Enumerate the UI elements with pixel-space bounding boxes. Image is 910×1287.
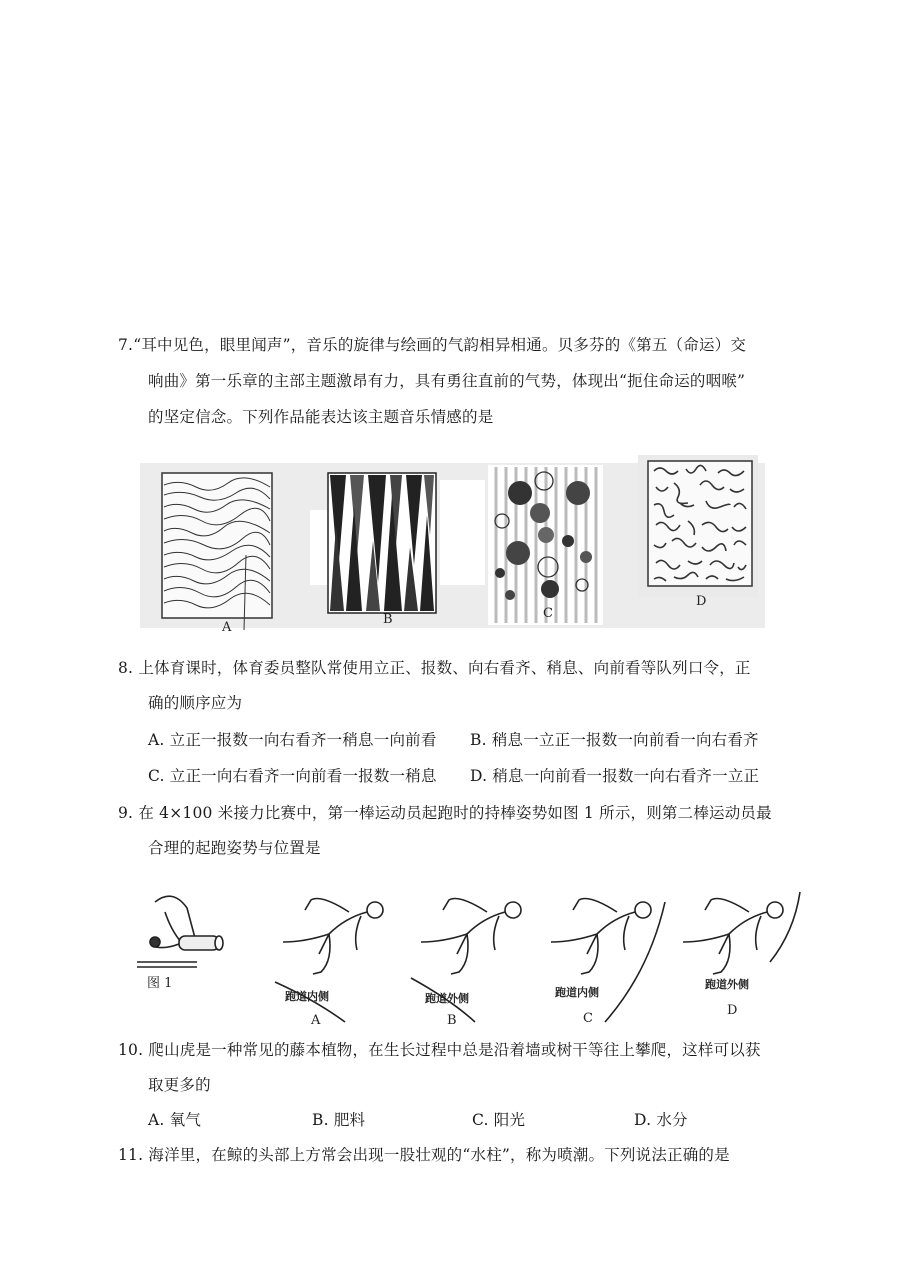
q7-label-c: C bbox=[543, 606, 553, 621]
q7-figure bbox=[140, 455, 765, 635]
q9-option-d-image bbox=[683, 892, 800, 974]
q9-label-b: B bbox=[447, 1013, 457, 1028]
q8-option-d: D. 稍息一向前看一报数一向右看齐一立正 bbox=[470, 767, 760, 785]
q10-option-a: A. 氧气 bbox=[148, 1111, 202, 1129]
q10-option-d: D. 水分 bbox=[634, 1111, 688, 1129]
q10-option-b: B. 肥料 bbox=[312, 1111, 366, 1129]
q7-option-d-image bbox=[638, 455, 758, 597]
q7-label-a: A bbox=[222, 620, 232, 635]
q7-label-d: D bbox=[696, 594, 707, 609]
q10-line-2: 取更多的 bbox=[148, 1076, 211, 1094]
q7-option-a-image bbox=[162, 473, 272, 630]
q7-label-b: B bbox=[383, 612, 393, 627]
q7-line-1: 7.“耳中见色，眼里闻声”，音乐的旋律与绘画的气韵相异相通。贝多芬的《第五（命运）交 bbox=[118, 336, 747, 354]
q9-label-a: A bbox=[311, 1013, 321, 1028]
q9-option-a-image bbox=[275, 899, 383, 1023]
q9-caption-c: 跑道内侧 bbox=[555, 986, 599, 999]
q10-line-1: 10. 爬山虎是一种常见的藤本植物，在生长过程中总是沿着墙或树干等往上攀爬，这样可以获 bbox=[118, 1041, 761, 1059]
q8-line-2: 确的顺序应为 bbox=[148, 694, 243, 712]
q9-label-c: C bbox=[583, 1011, 593, 1026]
q7-line-2: 响曲》第一乐章的主部主题激昂有力，具有勇往直前的气势，体现出“扼住命运的咽喉” bbox=[148, 372, 746, 390]
q8-option-c: C. 立正一向右看齐一向前看一报数一稍息 bbox=[148, 767, 437, 785]
q9-line-1: 9. 在 4×100 米接力比赛中，第一棒运动员起跑时的持棒姿势如图 1 所示，则第二棒运动员最 bbox=[118, 804, 772, 822]
q9-caption-d: 跑道外侧 bbox=[705, 978, 749, 991]
q11-line-1: 11. 海洋里，在鲸的头部上方常会出现一股壮观的“水柱”，称为喷潮。下列说法正确的是 bbox=[118, 1146, 730, 1164]
q9-caption-b: 跑道外侧 bbox=[425, 992, 469, 1005]
q8-line-1: 8. 上体育课时，体育委员整队常使用立正、报数、向右看齐、稍息、向前看等队列口令，正 bbox=[118, 659, 751, 677]
q9-figure-1-label: 图 1 bbox=[147, 976, 173, 991]
q8-option-a: A. 立正一报数一向右看齐一稍息一向前看 bbox=[148, 731, 437, 749]
q9-line-2: 合理的起跑姿势与位置是 bbox=[148, 839, 321, 857]
q10-option-c: C. 阳光 bbox=[472, 1111, 526, 1129]
q9-caption-a: 跑道内侧 bbox=[285, 990, 329, 1003]
q9-label-d: D bbox=[727, 1003, 738, 1018]
q9-figure-1-image bbox=[137, 896, 223, 967]
q8-option-b: B. 稍息一立正一报数一向前看一向右看齐 bbox=[470, 731, 759, 749]
q7-line-3: 的坚定信念。下列作品能表达该主题音乐情感的是 bbox=[148, 408, 494, 426]
q9-option-c-image bbox=[551, 899, 665, 1023]
q9-figure bbox=[135, 872, 805, 1032]
q7-option-c-image bbox=[488, 465, 603, 625]
